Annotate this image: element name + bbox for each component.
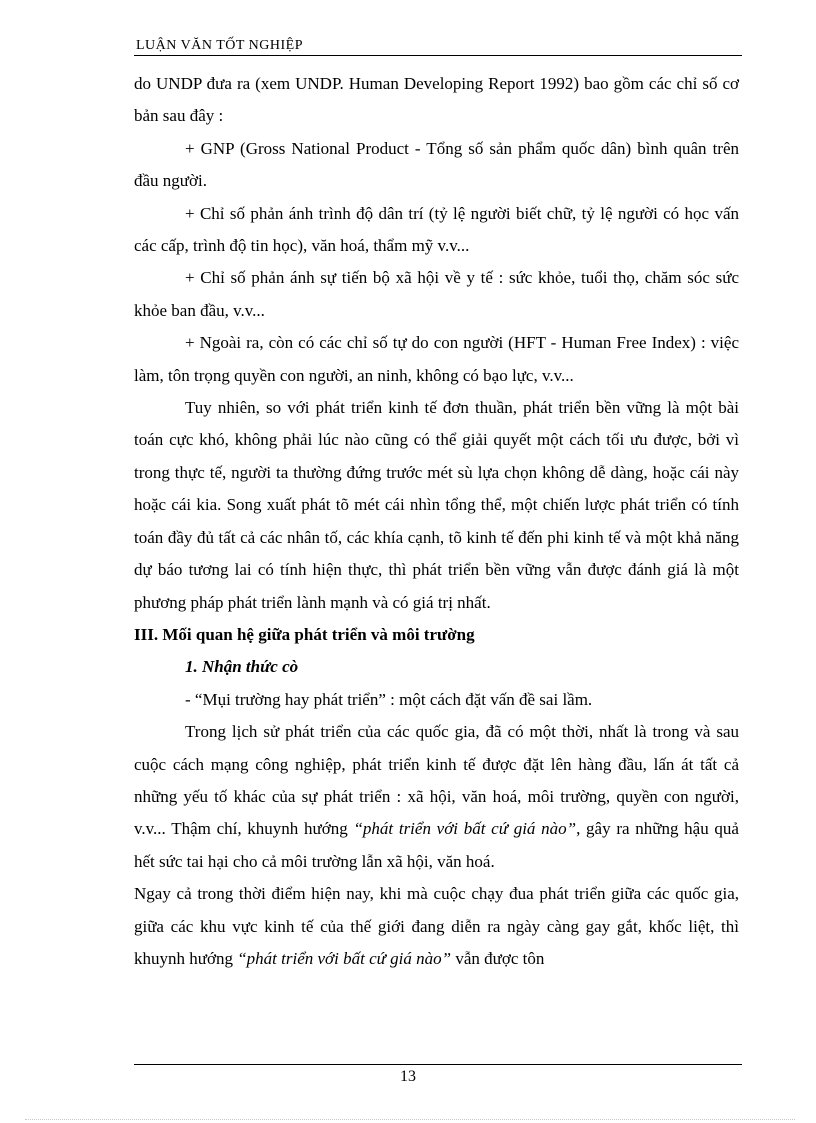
list-item: + Ngoài ra, còn có các chỉ số tự do con người (HFT - Human Free Index) : việc làm, tôn trọng quyền con người, an ninh, không có bạo lực, v.v...	[134, 333, 739, 385]
list-item: + Chỉ số phản ánh sự tiến bộ xã hội về y tế : sức khỏe, tuổi thọ, chăm sóc sức khỏe ban đầu, v.v...	[134, 268, 739, 320]
paragraph: do UNDP đưa ra (xem UNDP. Human Developing Report 1992) bao gồm các chỉ số cơ bản sau đây :	[134, 74, 739, 126]
paragraph: Tuy nhiên, so với phát triển kinh tế đơn thuần, phát triển bền vững là một bài toán cực khó, không phải lúc nào cũng có thể giải quyết một cách tối ưu được, bởi vì trong thực tế, người ta thường đứng trước mét sù lựa chọn không dễ dàng, hoặc cái này hoặc cái kia. Song xuất phát tõ mét cái nhìn tổng thể, một chiến lược phát triển có tính toán đầy đủ tất cả các nhân tố, các khía cạnh, tõ kinh tế đến phi kinh tế và một khả năng dự báo tương lai có tính hiện thực, thì phát triển bền vững vẫn được đánh giá là một phương pháp phát triển lành mạnh và có giá trị nhất.	[134, 398, 739, 612]
paragraph: - “Mụi trường hay phát triển” : một cách đặt vấn đề sai lầm.	[185, 689, 593, 709]
paragraph	[134, 878, 739, 975]
paragraph	[134, 716, 739, 878]
footer-divider	[134, 1064, 742, 1065]
text-run: Trong lịch sử phát triển của các quốc gia, đã có một thời, nhất là trong và sau cuộc cách mạng công nghiệp, phát triển kinh tế được đặt lên hàng đầu, lấn át tất cả những yếu tố khác của sự phát triển : xã hội, văn hoá, môi trường, quyền con người, v.v... Thậm chí, khuynh hướng	[134, 722, 739, 839]
list-item: + Chỉ số phản ánh trình độ dân trí (tỷ lệ người biết chữ, tỷ lệ người có học vấn các cấp, trình độ tin học), văn hoá, thẩm mỹ v.v...	[134, 203, 739, 256]
page-body	[134, 68, 739, 975]
section-heading: III. Mối quan hệ giữa phát triển và môi trường	[134, 624, 475, 644]
italic-quote: “phát triển với bất cứ giá nào”	[237, 948, 452, 968]
text-run: , gây ra những hậu quả hết sức tai hại cho cả môi trường lẫn xã hội, văn hoá.	[134, 819, 739, 871]
header-divider	[134, 55, 742, 56]
text-run: Ngay cả trong thời điểm hiện nay, khi mà cuộc chạy đua phát triển giữa các quốc gia, giữa các khu vực kinh tế của thế giới đang diễn ra ngày càng gay gắt, khốc liệt, thì khuynh hướng	[134, 884, 739, 968]
italic-quote: “phát triển với bất cứ giá nào”	[353, 819, 577, 839]
text-run: vẫn được tôn	[451, 948, 545, 968]
subsection-heading: 1. Nhận thức cò	[185, 657, 299, 677]
page-edge-divider	[25, 1119, 795, 1120]
page-number: 13	[400, 1068, 416, 1085]
running-header: LUẬN VĂN TỐT NGHIỆP	[136, 38, 303, 53]
list-item: + GNP (Gross National Product - Tổng số sản phẩm quốc dân) bình quân trên đầu người.	[134, 138, 739, 191]
